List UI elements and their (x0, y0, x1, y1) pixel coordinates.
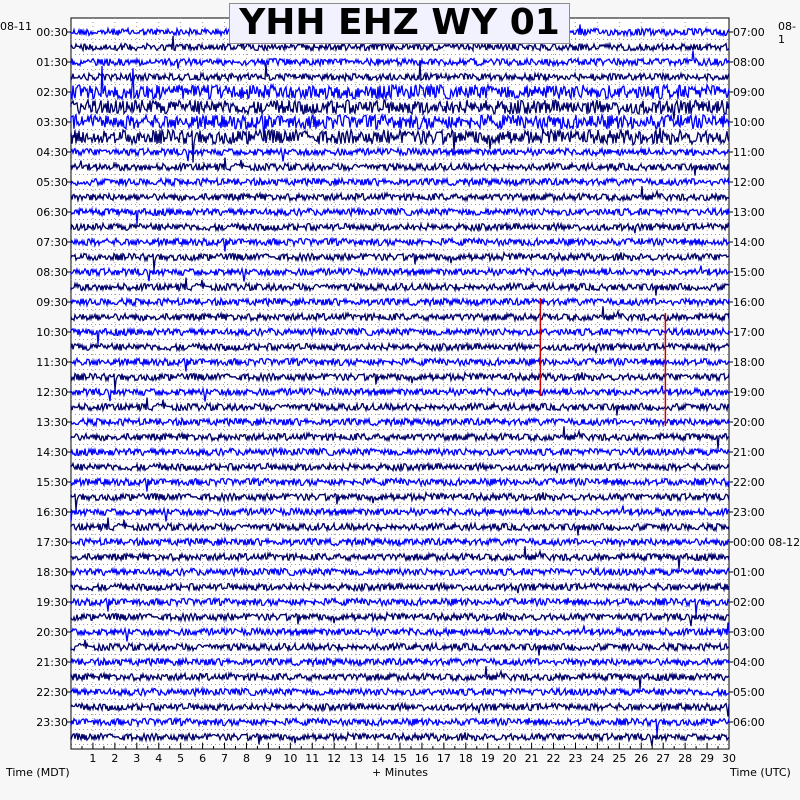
x-tick-label: 15 (393, 752, 407, 765)
right-time-label: 16:00 (733, 296, 765, 309)
x-tick-label: 24 (590, 752, 605, 765)
right-time-label: 09:00 (733, 86, 765, 99)
left-time-label: 08:30 (36, 266, 68, 279)
x-tick-label: 8 (242, 752, 250, 765)
right-time-label: 03:00 (733, 626, 765, 639)
right-time-label: 01:00 (733, 566, 765, 579)
right-time-label: 02:00 (733, 596, 765, 609)
left-time-label: 10:30 (36, 326, 68, 339)
x-tick-label: 2 (111, 752, 119, 765)
x-tick-label: 26 (634, 752, 649, 765)
left-time-label: 05:30 (36, 176, 68, 189)
x-axis-label: + Minutes (372, 766, 429, 779)
right-time-label: 13:00 (733, 206, 765, 219)
x-tick-label: 25 (612, 752, 627, 765)
right-time-label: 06:00 (733, 716, 765, 729)
left-time-label: 09:30 (36, 296, 68, 309)
x-tick-label: 18 (458, 752, 473, 765)
left-time-label: 06:30 (36, 206, 68, 219)
x-tick-label: 9 (264, 752, 272, 765)
x-tick-label: 1 (89, 752, 97, 765)
x-tick-label: 17 (436, 752, 451, 765)
right-time-label: 08:00 (733, 56, 765, 69)
right-axis-label: Time (UTC) (730, 766, 791, 779)
left-time-label: 12:30 (36, 386, 68, 399)
x-tick-label: 7 (221, 752, 229, 765)
chart-title: YHH EHZ WY 01 (229, 3, 570, 44)
left-time-label: 07:30 (36, 236, 68, 249)
left-time-label: 20:30 (36, 626, 68, 639)
right-time-label: 14:00 (733, 236, 765, 249)
x-tick-label: 22 (546, 752, 561, 765)
right-time-label: 21:00 (733, 446, 765, 459)
right-time-label: 19:00 (733, 386, 765, 399)
right-time-label: 23:00 (733, 506, 765, 519)
x-tick-label: 14 (371, 752, 386, 765)
right-time-label: 22:00 (733, 476, 765, 489)
left-time-label: 18:30 (36, 566, 68, 579)
left-time-label: 01:30 (36, 56, 68, 69)
left-date-label: 08-11 (0, 20, 32, 33)
x-tick-label: 19 (480, 752, 495, 765)
x-tick-label: 12 (327, 752, 342, 765)
left-time-label: 02:30 (36, 86, 68, 99)
x-tick-label: 23 (568, 752, 583, 765)
right-time-label: 04:00 (733, 656, 765, 669)
left-time-label: 04:30 (36, 146, 68, 159)
right-date-label: 08-1 (778, 20, 796, 46)
left-time-label: 11:30 (36, 356, 68, 369)
left-axis-label: Time (MDT) (6, 766, 70, 779)
right-time-label: 12:00 (733, 176, 765, 189)
left-time-label: 00:30 (36, 26, 68, 39)
x-tick-label: 10 (283, 752, 298, 765)
x-tick-label: 16 (414, 752, 429, 765)
x-tick-label: 5 (177, 752, 185, 765)
left-time-label: 19:30 (36, 596, 68, 609)
left-time-label: 23:30 (36, 716, 68, 729)
right-time-label: 11:00 (733, 146, 765, 159)
x-tick-label: 29 (700, 752, 715, 765)
x-tick-label: 28 (678, 752, 693, 765)
x-tick-label: 6 (199, 752, 207, 765)
x-tick-label: 11 (305, 752, 320, 765)
left-time-label: 03:30 (36, 116, 68, 129)
left-time-label: 15:30 (36, 476, 68, 489)
x-tick-label: 4 (155, 752, 163, 765)
x-tick-label: 27 (656, 752, 671, 765)
left-time-label: 22:30 (36, 686, 68, 699)
right-time-label: 07:00 (733, 26, 765, 39)
left-time-label: 21:30 (36, 656, 68, 669)
left-time-label: 16:30 (36, 506, 68, 519)
x-tick-label: 3 (133, 752, 141, 765)
right-time-label: 18:00 (733, 356, 765, 369)
x-tick-label: 30 (722, 752, 736, 765)
right-time-label: 10:00 (733, 116, 765, 129)
x-tick-label: 20 (502, 752, 517, 765)
left-time-label: 13:30 (36, 416, 68, 429)
right-time-label: 15:00 (733, 266, 765, 279)
left-time-label: 17:30 (36, 536, 68, 549)
x-tick-label: 13 (349, 752, 364, 765)
right-time-label: 05:00 (733, 686, 765, 699)
right-time-label: 20:00 (733, 416, 765, 429)
right-time-label: 00:00 08-12 (733, 536, 800, 549)
left-time-label: 14:30 (36, 446, 68, 459)
x-tick-label: 21 (524, 752, 539, 765)
right-time-label: 17:00 (733, 326, 765, 339)
